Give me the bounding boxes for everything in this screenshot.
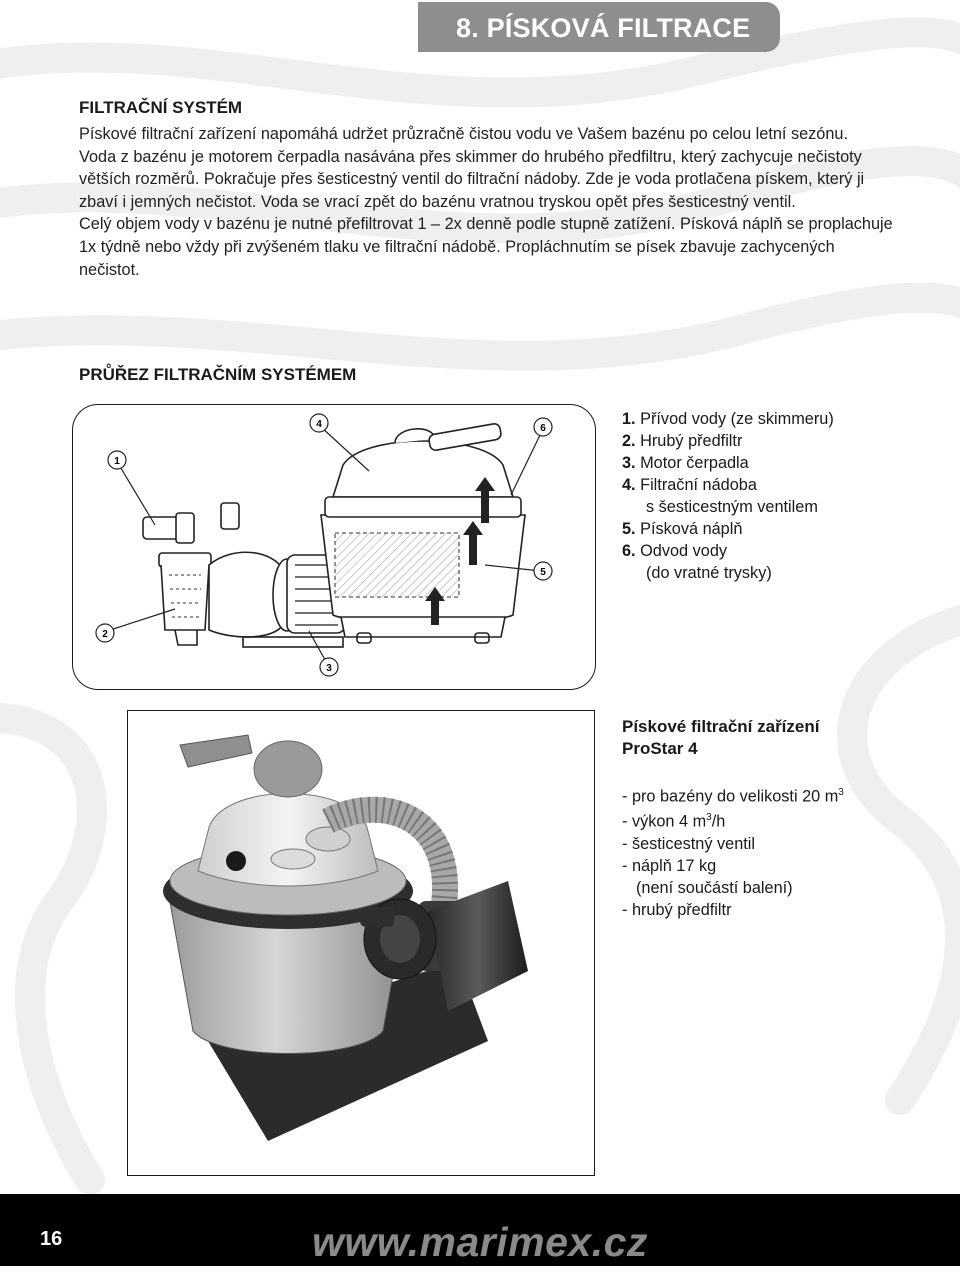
legend-item bbox=[622, 540, 952, 584]
paragraph: Pískové filtrační zařízení napomáhá udržet průzračně čistou vodu ve Vašem bazénu po celou letní sezónu. bbox=[79, 125, 848, 143]
pump-body bbox=[209, 552, 283, 637]
callout-label-1: 1 bbox=[114, 456, 120, 467]
product-specs bbox=[622, 782, 942, 921]
spec-prefilter: - hrubý předfiltr bbox=[622, 900, 732, 919]
pressure-gauge bbox=[226, 851, 246, 871]
spec-fill-note: (není součástí balení) bbox=[636, 878, 793, 897]
spec-pool-size bbox=[622, 782, 942, 807]
callout-label-4: 4 bbox=[316, 419, 322, 430]
legend-text-continuation: (do vratné trysky) bbox=[646, 564, 772, 582]
spec-superscript: 3 bbox=[706, 812, 712, 824]
chapter-header-tab bbox=[418, 2, 780, 52]
legend-item bbox=[622, 518, 952, 540]
legend-text: Písková náplň bbox=[640, 520, 743, 538]
filtration-system-heading: FILTRAČNÍ SYSTÉM bbox=[79, 98, 243, 117]
product-photo bbox=[127, 710, 595, 1176]
callout-label-6: 6 bbox=[540, 423, 546, 434]
legend-number: 4. bbox=[622, 476, 636, 494]
spec-fill: - náplň 17 kg bbox=[622, 856, 717, 875]
filtration-cross-section-diagram bbox=[72, 404, 596, 690]
legend-item bbox=[622, 474, 952, 518]
product-model: ProStar 4 bbox=[622, 739, 698, 758]
callout-label-3: 3 bbox=[326, 663, 332, 674]
legend-number: 3. bbox=[622, 454, 636, 472]
legend-item bbox=[622, 452, 952, 474]
legend-item bbox=[622, 408, 952, 430]
spec-unit: /h bbox=[711, 812, 726, 831]
spec-valve: - šesticestný ventil bbox=[622, 834, 756, 853]
product-info bbox=[622, 716, 942, 921]
paragraph: Celý objem vody v bazénu je nutné přefiltrovat 1 – 2x denně podle stupně zatížení. Písková náplň se proplachuje 1x týdně nebo vždy při zvýšeném tlaku ve filtrační nádobě. Propláchnutím se písek zbavuje zachycených nečistot. bbox=[79, 215, 893, 279]
legend-item bbox=[622, 430, 952, 452]
callout-label-2: 2 bbox=[102, 629, 108, 640]
legend-number: 2. bbox=[622, 432, 636, 450]
sand-fill bbox=[335, 533, 459, 597]
spec-superscript: 3 bbox=[838, 787, 844, 798]
sand-filter-illustration bbox=[128, 711, 594, 1175]
legend-number: 6. bbox=[622, 542, 636, 560]
valve-handle bbox=[180, 735, 252, 767]
callout-label-5: 5 bbox=[540, 567, 546, 578]
page-footer bbox=[0, 1194, 960, 1266]
website-link[interactable]: www.marimex.cz bbox=[312, 1219, 648, 1265]
legend-text: Filtrační nádoba bbox=[640, 476, 757, 494]
prefilter-basket bbox=[161, 565, 209, 630]
legend-text: Motor čerpadla bbox=[640, 454, 749, 472]
spec-flow bbox=[622, 807, 942, 832]
diagram-drawing bbox=[73, 405, 595, 689]
chapter-title: 8. PÍSKOVÁ FILTRACE bbox=[456, 13, 751, 43]
legend-text: Hrubý předfiltr bbox=[640, 432, 743, 450]
page-number: 16 bbox=[40, 1228, 63, 1250]
product-title: Pískové filtrační zařízení bbox=[622, 717, 820, 736]
diagram-legend bbox=[622, 408, 952, 584]
spec-text: - pro bazény do velikosti 20 m bbox=[622, 787, 839, 806]
paragraph: Voda z bazénu je motorem čerpadla nasávána přes skimmer do hrubého předfiltru, který zachycuje nečistoty větších rozměrů. Pokračuje přes šesticestný ventil do filtrační nádoby. Zde je voda protlačena pískem, který ji zbaví i jemných nečistot. Voda se vrací zpět do bazénu vratnou tryskou opět přes šesticestný ventil. bbox=[79, 147, 865, 211]
filtration-description bbox=[79, 123, 899, 281]
legend-number: 5. bbox=[622, 520, 636, 538]
cross-section-heading: PRŮŘEZ FILTRAČNÍM SYSTÉMEM bbox=[79, 365, 357, 384]
legend-text: Odvod vody bbox=[640, 542, 728, 560]
spec-text: - výkon 4 m bbox=[622, 812, 707, 831]
legend-text-continuation: s šesticestným ventilem bbox=[646, 498, 818, 516]
legend-number: 1. bbox=[622, 410, 636, 428]
legend-text: Přívod vody (ze skimmeru) bbox=[640, 410, 834, 428]
